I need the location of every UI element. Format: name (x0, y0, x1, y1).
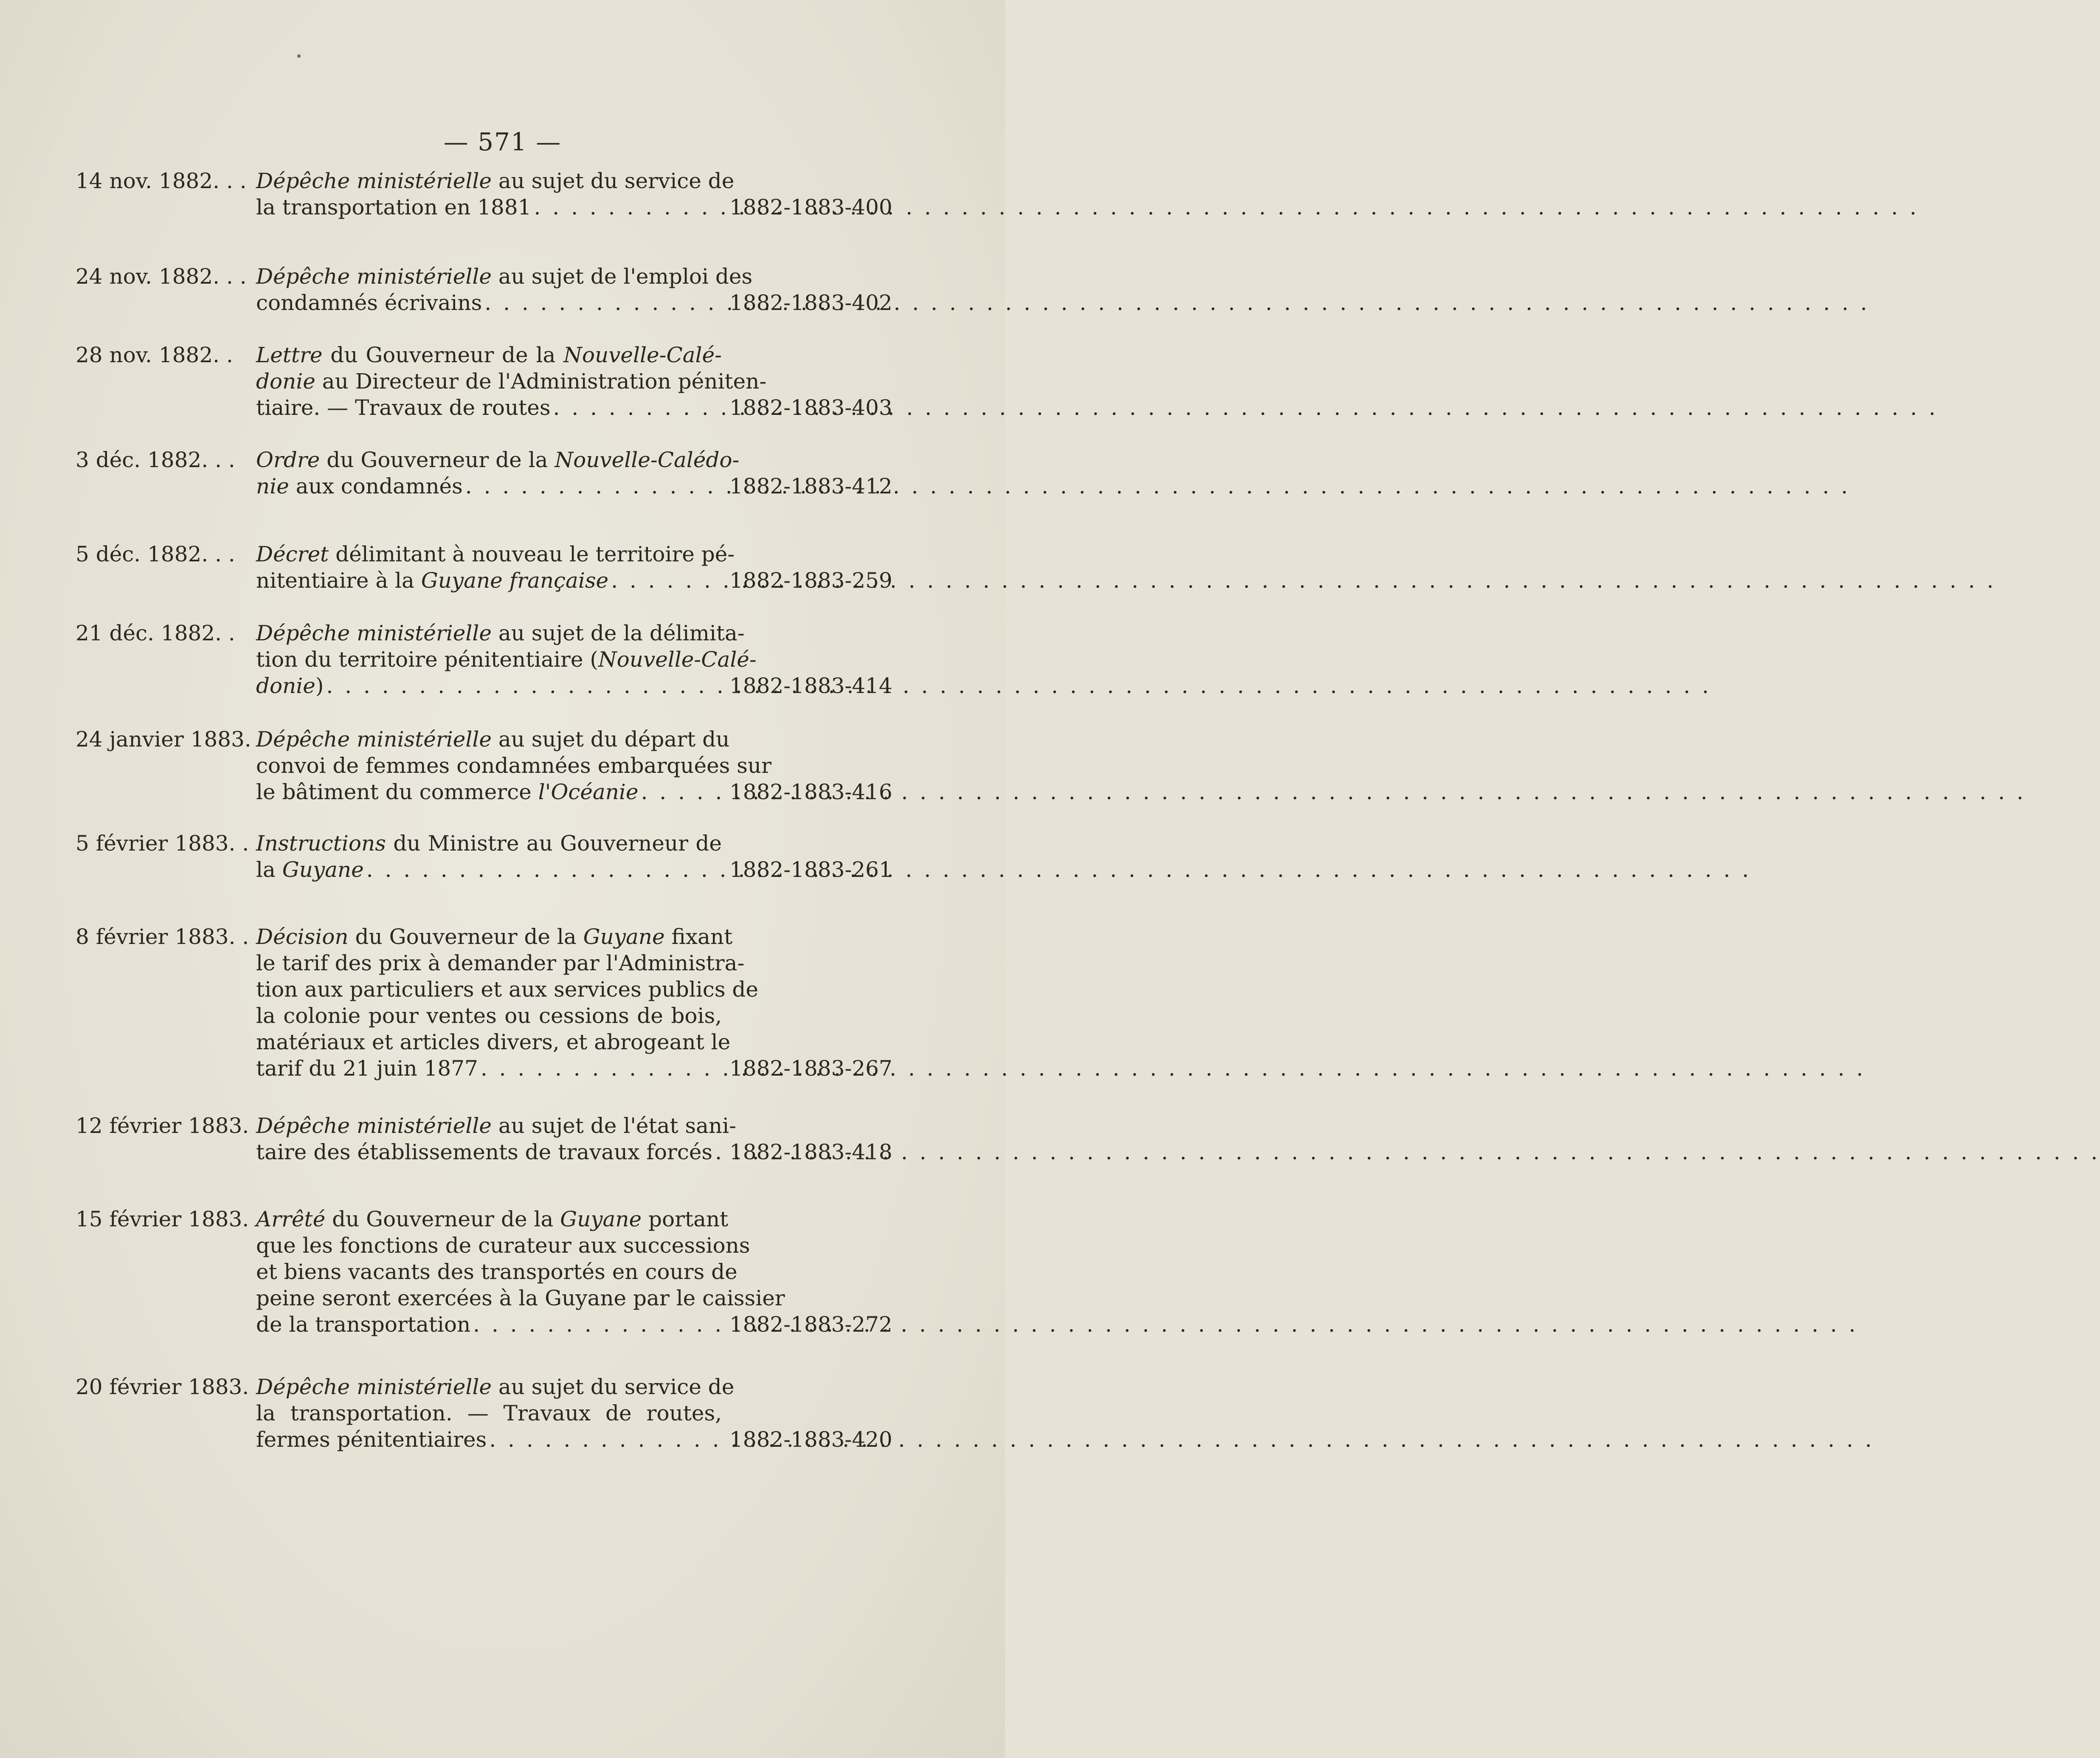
italic-text: Dépêche ministérielle (256, 1375, 492, 1399)
description-line (256, 779, 722, 805)
entry-date: 14 nov. 1882. . . (76, 169, 247, 193)
dot-leader (489, 1426, 1874, 1453)
dot-leader (484, 290, 1869, 316)
description-line (256, 1285, 785, 1311)
entry-description (256, 168, 735, 220)
description-line (256, 726, 730, 752)
description-line (256, 1426, 722, 1453)
text-run: le tarif des prix à demander par l'Administra- (256, 951, 745, 975)
italic-text: Dépêche ministérielle (256, 264, 492, 289)
text-run: et biens vacants des transportés en cours de (256, 1259, 738, 1284)
entry-description (256, 342, 767, 421)
entry-date: 5 déc. 1882. . . (76, 542, 235, 566)
page-number: — 571 — (443, 127, 562, 156)
italic-text: Arrêté (256, 1207, 326, 1231)
entry-description (256, 620, 757, 699)
entry-reference: 1882-1883-259 (729, 568, 892, 593)
description-line (256, 924, 733, 950)
description-line (256, 168, 735, 194)
text-run: tion du territoire pénitentiaire ( (256, 647, 598, 672)
entry-reference: 1882-1883-416 (729, 780, 892, 804)
italic-text: donie (256, 369, 315, 394)
description-line (256, 194, 722, 220)
description-line (256, 290, 722, 316)
text-run: du Gouverneur de la (348, 924, 583, 949)
entry-date: 24 janvier 1883. (76, 727, 251, 752)
description-line (256, 620, 745, 646)
entry-reference: 1882-1883-400 (729, 195, 892, 220)
description-line (256, 447, 740, 473)
text-run: la colonie pour ventes ou cessions de bois, (256, 1003, 722, 1028)
italic-text: Dépêche ministérielle (256, 727, 492, 752)
italic-text: Nouvelle-Calé- (563, 343, 722, 367)
italic-text: Ordre (256, 448, 320, 472)
text-run: au Directeur de l'Administration péniten- (315, 369, 767, 394)
italic-text: Décision (256, 924, 349, 949)
italic-text: Lettre (256, 343, 323, 367)
description-line (256, 473, 722, 499)
text-run: délimitant à nouveau le territoire pé- (329, 542, 735, 566)
description-line (256, 1206, 729, 1232)
text-run: au sujet de l'emploi des (491, 264, 753, 289)
text-run: convoi de femmes condamnées embarquées sur (256, 753, 771, 778)
text-run: au sujet de la délimita- (491, 621, 745, 645)
entry-date: 8 février 1883. . (76, 924, 249, 949)
italic-text: Instructions (256, 831, 386, 856)
italic-text: donie (256, 673, 315, 698)
entry-reference: 1882-1883-402 (729, 290, 892, 315)
text-run: tiaire. — Travaux de routes (256, 395, 551, 420)
text-run: portant (642, 1207, 729, 1231)
description-line (256, 394, 722, 421)
italic-text: Guyane (282, 857, 364, 882)
page (0, 0, 1005, 1758)
description-line (256, 830, 722, 856)
text-run: fixant (664, 924, 733, 949)
dot-leader (366, 856, 1751, 883)
entry-description (256, 1113, 736, 1165)
entry-reference: 1882-1883-267 (729, 1056, 892, 1081)
italic-text: Décret (256, 542, 329, 566)
entry-description (256, 1374, 735, 1453)
description-line (256, 752, 771, 779)
description-line (256, 1259, 738, 1285)
italic-text: Dépêche ministérielle (256, 1113, 492, 1138)
italic-text: l'Océanie (538, 780, 639, 804)
entry-reference: 1882-1883-261 (729, 857, 892, 882)
description-line (256, 856, 722, 883)
entry-reference: 1882-1883-418 (729, 1140, 892, 1164)
text-run: nitentiaire à la (256, 568, 421, 593)
entry-description (256, 1206, 785, 1338)
text-run: taire des établissements de travaux forcés (256, 1140, 713, 1164)
entry-description (256, 726, 771, 805)
description-line (256, 368, 767, 394)
italic-text: Guyane (583, 924, 665, 949)
description-line (256, 1003, 722, 1029)
text-run: la transportation. — Travaux de routes, (256, 1401, 722, 1426)
entry-date: 20 février 1883. (76, 1375, 249, 1399)
text-run: fermes pénitentiaires (256, 1427, 487, 1452)
text-run: ) (315, 673, 324, 698)
entry-reference: 1882-1883-414 (729, 673, 892, 698)
italic-text: Guyane (560, 1207, 642, 1231)
text-run: du Gouverneur de la (325, 1207, 560, 1231)
print-speck (297, 54, 301, 58)
description-line (256, 1113, 736, 1139)
italic-text: Nouvelle-Calé- (598, 647, 757, 672)
description-line (256, 1139, 722, 1165)
entry-reference: 1882-1883-272 (729, 1312, 892, 1337)
text-run: du Gouverneur de la (320, 448, 555, 472)
entry-description (256, 924, 758, 1082)
text-run: matériaux et articles divers, et abrogeant le (256, 1030, 731, 1054)
description-line (256, 1311, 722, 1338)
text-run: la transportation en 1881 (256, 195, 532, 220)
dot-leader (473, 1311, 1858, 1338)
text-run: tarif du 21 juin 1877 (256, 1056, 478, 1081)
text-run: condamnés écrivains (256, 290, 482, 315)
text-run: peine seront exercées à la Guyane par le caissier (256, 1286, 785, 1310)
entry-reference: 1882-1883-403 (729, 395, 892, 420)
text-run: tion aux particuliers et aux services publics de (256, 977, 758, 1002)
entry-description (256, 541, 735, 594)
description-line (256, 950, 745, 976)
entry-date: 5 février 1883. . (76, 831, 249, 856)
description-line (256, 263, 753, 290)
italic-text: nie (256, 474, 289, 499)
dot-leader (715, 1139, 2100, 1165)
text-run: la (256, 857, 282, 882)
description-line (256, 541, 735, 567)
text-run: au sujet du service de (491, 1375, 735, 1399)
description-line (256, 976, 758, 1003)
entry-reference: 1882-1883-420 (729, 1427, 892, 1452)
entry-date: 28 nov. 1882. . (76, 343, 233, 367)
description-line (256, 1029, 731, 1055)
italic-text: Nouvelle-Calédo- (555, 448, 740, 472)
description-line (256, 1055, 722, 1082)
dot-leader (465, 473, 1850, 499)
entry-date: 12 février 1883. (76, 1113, 249, 1138)
dot-leader (481, 1055, 1866, 1082)
text-run: de la transportation (256, 1312, 471, 1337)
entry-reference: 1882-1883-412 (729, 474, 892, 499)
entry-date: 3 déc. 1882. . . (76, 448, 235, 472)
text-run: au sujet du départ du (491, 727, 730, 752)
description-line (256, 567, 722, 594)
description-line (256, 1400, 722, 1426)
description-line (256, 342, 722, 368)
dot-leader (326, 673, 1711, 699)
text-run: au sujet du service de (491, 169, 735, 193)
text-run: aux condamnés (289, 474, 463, 499)
text-run: du Gouverneur de la (322, 343, 564, 367)
entry-description (256, 447, 740, 499)
italic-text: Dépêche ministérielle (256, 621, 492, 645)
entry-date: 21 déc. 1882. . (76, 621, 235, 645)
entry-description (256, 830, 722, 883)
description-line (256, 646, 757, 673)
text-run: au sujet de l'état sani- (491, 1113, 736, 1138)
description-line (256, 673, 722, 699)
entry-date: 15 février 1883. (76, 1207, 249, 1231)
italic-text: Dépêche ministérielle (256, 169, 492, 193)
text-run: du Ministre au Gouverneur de (386, 831, 722, 856)
text-run: que les fonctions de curateur aux successions (256, 1233, 750, 1258)
description-line (256, 1232, 750, 1259)
entry-description (256, 263, 753, 316)
description-line (256, 1374, 735, 1400)
entry-date: 24 nov. 1882. . . (76, 264, 247, 289)
text-run: le bâtiment du commerce (256, 780, 538, 804)
italic-text: Guyane française (421, 568, 609, 593)
